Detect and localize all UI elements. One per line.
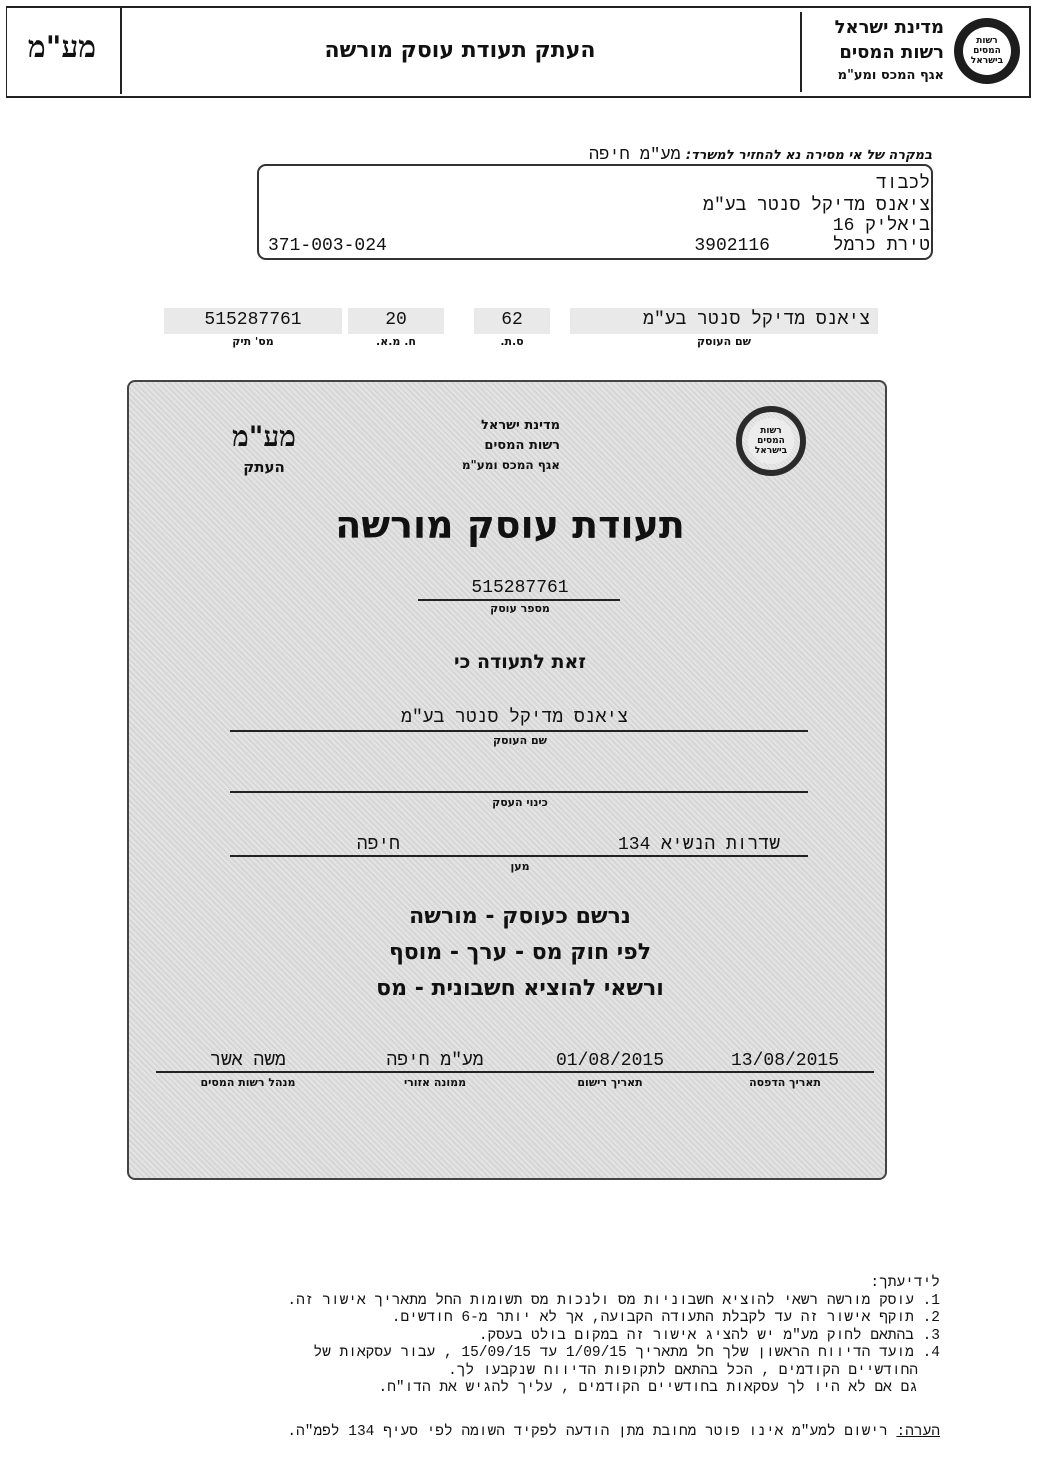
certificate-nickname-label: כינוי העסק xyxy=(492,796,548,809)
certificate-director-label: מנהל רשות המסים xyxy=(200,1076,296,1089)
certificate-regional: מע"מ חיפה xyxy=(386,1051,484,1071)
certificate-reg-line3: ורשאי להוציא חשבונית - מס xyxy=(376,976,664,1001)
header-divider-left xyxy=(120,6,122,94)
address-code: 371-003-024 xyxy=(268,236,387,256)
header-org-line2: רשות המסים xyxy=(839,42,944,63)
notes-block xyxy=(110,1275,940,1398)
address-line3: ביאליק 16 xyxy=(832,216,930,236)
certificate-reg-line2: לפי חוק מס - ערך - מוסף xyxy=(388,940,652,965)
note-3: 3. בהתאם לחוק מע"מ יש להציג אישור זה במקום בולט בעסק. xyxy=(478,1327,940,1344)
certificate-dealer-no: 515287761 xyxy=(471,578,569,598)
certificate-reg-line1: נרשם כעוסק - מורשה xyxy=(409,904,631,929)
certificate-org-line1: מדינת ישראל xyxy=(480,418,560,433)
return-note-office: מע"מ חיפה xyxy=(588,146,681,165)
remark-text: רישום למע"מ אינו פוטר מחובת מתן הודעה לפקיד השומה לפי סעיף 134 לפמ"ה. xyxy=(287,1424,888,1440)
certificate-address-city: חיפה xyxy=(356,835,400,855)
summary-file-no-label: מס' תיק xyxy=(232,335,274,348)
nickname-underline xyxy=(230,791,808,793)
note-1: 1. עוסק מורשה רשאי להוציא חשבוניות מס ולנכות מס תשומות החל מתאריך אישור זה. xyxy=(287,1292,940,1309)
header-stamp: מע"מ xyxy=(27,30,97,65)
note-4b: החודשיים הקודמים , הכל בהתאם לתקופות הדיווח שנקבעו לך. xyxy=(448,1362,918,1379)
name-underline xyxy=(230,730,808,732)
remark-label: הערה: xyxy=(896,1424,940,1440)
certificate-org-line2: רשות המסים xyxy=(484,438,560,453)
certificate-stamp: מע"מ xyxy=(232,420,296,453)
address-zip: 3902116 xyxy=(694,236,770,256)
certificate-dealer-no-label: מספר עוסק xyxy=(490,602,550,615)
remark xyxy=(110,1424,940,1440)
address-underline xyxy=(230,855,808,857)
header-title: העתק תעודת עוסק מורשה xyxy=(324,38,596,63)
certificate-print-date-label: תאריך הדפסה xyxy=(749,1076,821,1089)
certificate-logo-icon: רשות המסים בישראל xyxy=(736,406,806,476)
certificate-copy-label: העתק xyxy=(243,458,285,476)
dealer-no-underline xyxy=(418,599,620,601)
certificate-certify: זאת לתעודה כי xyxy=(454,651,586,673)
header-org-line1: מדינת ישראל xyxy=(834,17,944,38)
summary-business-name: ציאנס מדיקל סנטר בע"מ xyxy=(643,310,870,330)
tax-authority-logo-icon: רשות המסים בישראל xyxy=(954,18,1020,84)
summary-st-label: ס.ת. xyxy=(500,335,524,348)
certificate-address-street: שדרות הנשיא 134 xyxy=(617,835,780,855)
signatures-underline xyxy=(156,1071,874,1073)
certificate-address-label: מען xyxy=(510,860,530,873)
note-4a: 4. מועד הדיווח הראשון שלך חל מתאריך 1/09/15 עד 15/09/15 , עבור עסקאות של xyxy=(313,1345,940,1361)
certificate-title: תעודת עוסק מורשה xyxy=(335,503,685,547)
note-2: 2. תוקף אישור זה עד לקבלת התעודה הקבועה, אך לא יותר מ-6 חודשים. xyxy=(391,1310,940,1326)
certificate-reg-date: 01/08/2015 xyxy=(555,1051,665,1071)
address-city: טירת כרמל xyxy=(832,236,930,256)
certificate-name-label: שם העוסק xyxy=(492,734,548,747)
certificate-name: ציאנס מדיקל סנטר בע"מ xyxy=(401,708,628,728)
certificate-director: משה אשר xyxy=(210,1051,286,1071)
header-divider-right xyxy=(800,12,802,92)
return-note-label: במקרה של אי מסירה נא להחזיר למשרד: xyxy=(685,148,932,163)
header-org-line3: אגף המכס ומע"מ xyxy=(837,68,944,83)
certificate-org-line3: אגף המכס ומע"מ xyxy=(461,458,560,472)
address-line1: לכבוד xyxy=(875,174,930,194)
return-note xyxy=(520,144,932,165)
certificate-regional-label: ממונה אזורי xyxy=(403,1076,467,1089)
summary-hma: 20 xyxy=(385,310,407,330)
summary-st: 62 xyxy=(501,310,523,330)
certificate-print-date: 13/08/2015 xyxy=(730,1051,840,1071)
certificate-reg-date-label: תאריך רישום xyxy=(577,1076,643,1089)
summary-hma-label: ח. מ.א. xyxy=(376,335,416,348)
summary-business-name-label: שם העוסק xyxy=(696,335,752,348)
summary-file-no: 515287761 xyxy=(204,310,302,330)
address-line2: ציאנס מדיקל סנטר בע"מ xyxy=(703,196,930,216)
notes-heading: לידיעתך: xyxy=(870,1275,940,1291)
note-4c: גם אם לא היו לך עסקאות בחודשיים הקודמים , עליך להגיש את הדו"ח. xyxy=(378,1380,918,1396)
